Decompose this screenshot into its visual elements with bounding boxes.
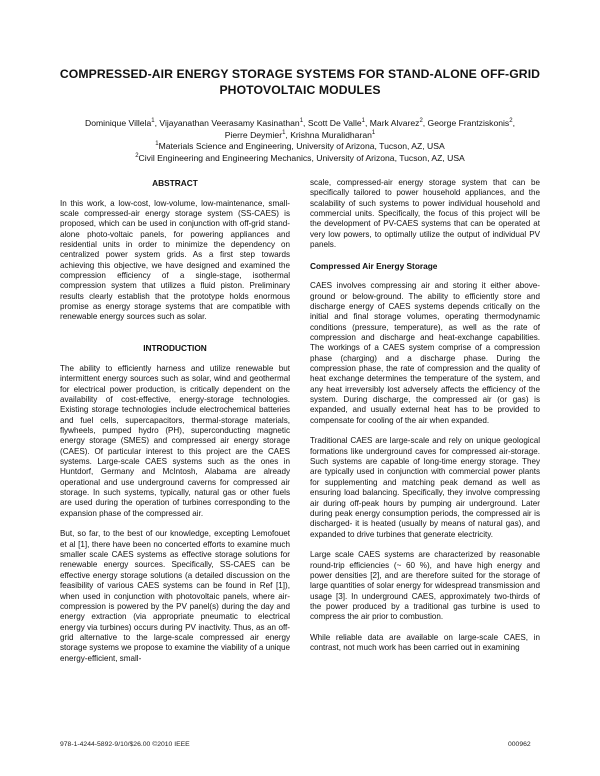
footer-page-number: 000962 (508, 741, 531, 748)
abstract-heading: ABSTRACT (152, 178, 198, 188)
author-line-2: Pierre Deymier$^1$, Krishna Muralidharan$^1$ (224, 129, 376, 140)
intro-paragraph-1: The ability to efficiently harness and utilize renewable but intermittent energy sources such as solar, wind and geothermal for electrical power production, is critically dependent on the availability of cost-effective, energy-storage technologies. Existing storage technologies include electrochemical batteries and fuel cells, supercapacitors, thermal-storage materials, flywheels, pumped hydro (PH), superconducting magnetic energy storage (SMES) and compressed air energy storage (CAES). Of particular interest to this project are the CAES systems. Large-scale CAES systems such as the ones in Huntdorf, Germany and McIntosh, Alabama are already operational and use underground caverns for compressed air storage. In such systems, typically, natural gas or other fuels are used during the operation of turbines corresponding to the expansion phase of the compressed air. (60, 364, 290, 518)
right-paragraph-2: CAES involves compressing air and storing it either above-ground or below-ground. The ability to efficiently store and discharge energy of CAES systems depends critically on the initial and final storage volumes, operating thermodynamic conditions (pressure, temperature), as well as the rate of compression and discharge and heat-exchange capabilities. The workings of a CAES system comprise of a compression phase (charging) and a discharge phase. During the compression phase, the rate of compression and the quality of heat exchange determines the temperature of the system, and any heat irreversibly lost adversely affects the efficiency of the system. During discharge, the compressed air (or gas) is expanded, and usually external heat has to be provided to compensate for cooling of the air when expanded. (310, 281, 540, 425)
introduction-heading: INTRODUCTION (143, 343, 207, 354)
right-paragraph-4: Large scale CAES systems are characterized by reasonable round-trip efficiencies (~ 60 %), and have high energy and power densities [2], and are therefore suited for the storage of large quantities of solar energy for widespread transmission and usage [3]. In underground CAES, approximately two-thirds of the power produced by a traditional gas turbine is used to compress the air prior to combustion. (310, 550, 540, 622)
footer-isbn: 978-1-4244-5892-9/10/$26.00 ©2010 IEEE (60, 741, 190, 748)
paper-title (40, 66, 560, 98)
right-column (310, 178, 540, 664)
right-paragraph-3: Traditional CAES are large-scale and rely on unique geological formations like underground caves for compressed air-storage. Such systems are capable of long-time energy storage. They are typically used in conjunction with commercial power plants for supplementing and matching peak demand as well as ensuring load balancing. Specifically, they involve compressing air during off-peak hours by pumping air underground. Later during peak energy consumption periods, the compressed air is discharged- it is heated (usually by means of natural gas), and expanded to drive turbines that generate electricity. (310, 436, 540, 539)
left-column (60, 178, 290, 674)
author-block (40, 118, 560, 164)
right-paragraph-5: While reliable data are available on large-scale CAES, in contrast, not much work has been carried out in examining (310, 632, 540, 653)
intro-paragraph-2: But, so far, to the best of our knowledge, excepting Lemofouet et al [1], there have been no concerted efforts to examine much smaller scale CAES systems as effective storage solutions for renewable energy sources. Specifically, SS-CAES can be effective energy storage solutions (a detailed discussion on the feasibility of various CAES systems can be found in Ref [1]), when used in conjunction with photovoltaic panels, where air-compression is powered by the PV panel(s) during the day and energy extraction (via appropriate pneumatic to electrical energy via turbines) occurs during PV inactivity. Thus, as an off-grid alternative to the large-scale compressed air energy storage systems we propose to examine the viability of a unique energy-efficient, small- (60, 529, 290, 663)
affiliation-1: $^1$Materials Science and Engineering, University of Arizona, Tucson, AZ, USA (155, 141, 445, 151)
title-line-2: PHOTOVOLTAIC MODULES (219, 83, 381, 97)
abstract-text: In this work, a low-cost, low-volume, low-maintenance, small-scale compressed-air energy storage system (SS-CAES) is proposed, which can be used in conjunction with off-grid stand-alone photo-voltaic panels, for powering appliances and residential units in order to minimize the dependency on centralized power system grids. As a first step towards achieving this objective, we have designed and examined the compression efficiency of a single-stage, isothermal compression system that utilizes a fluid piston. Preliminary results clearly establish that the prototype holds enormous promise as energy storage systems that are compatible with renewable energy sources such as solar. (60, 198, 290, 322)
right-paragraph-1: scale, compressed-air energy storage system that can be specifically tailored to power household appliances, and the scalability of such systems to power individual household and commercial units. Specifically, the focus of this project will be the development of PV-CAES systems that can be operated at very low powers, to optimally utilize the output of individual PV panels. (310, 178, 540, 250)
caes-heading: Compressed Air Energy Storage (310, 260, 438, 271)
title-line-1: COMPRESSED-AIR ENERGY STORAGE SYSTEMS FOR STAND-ALONE OFF-GRID (59, 67, 541, 81)
affiliation-2: $^2$Civil Engineering and Engineering Mechanics, University of Arizona, Tucson, AZ, USA (135, 152, 465, 163)
author-line-1: Dominique Villela$^1$, Vijayanathan Veerasamy Kasinathan$^1$, Scott De Valle$^1$, Mark Alvarez$^2$, George Frantziskonis$^2$, (85, 118, 515, 128)
